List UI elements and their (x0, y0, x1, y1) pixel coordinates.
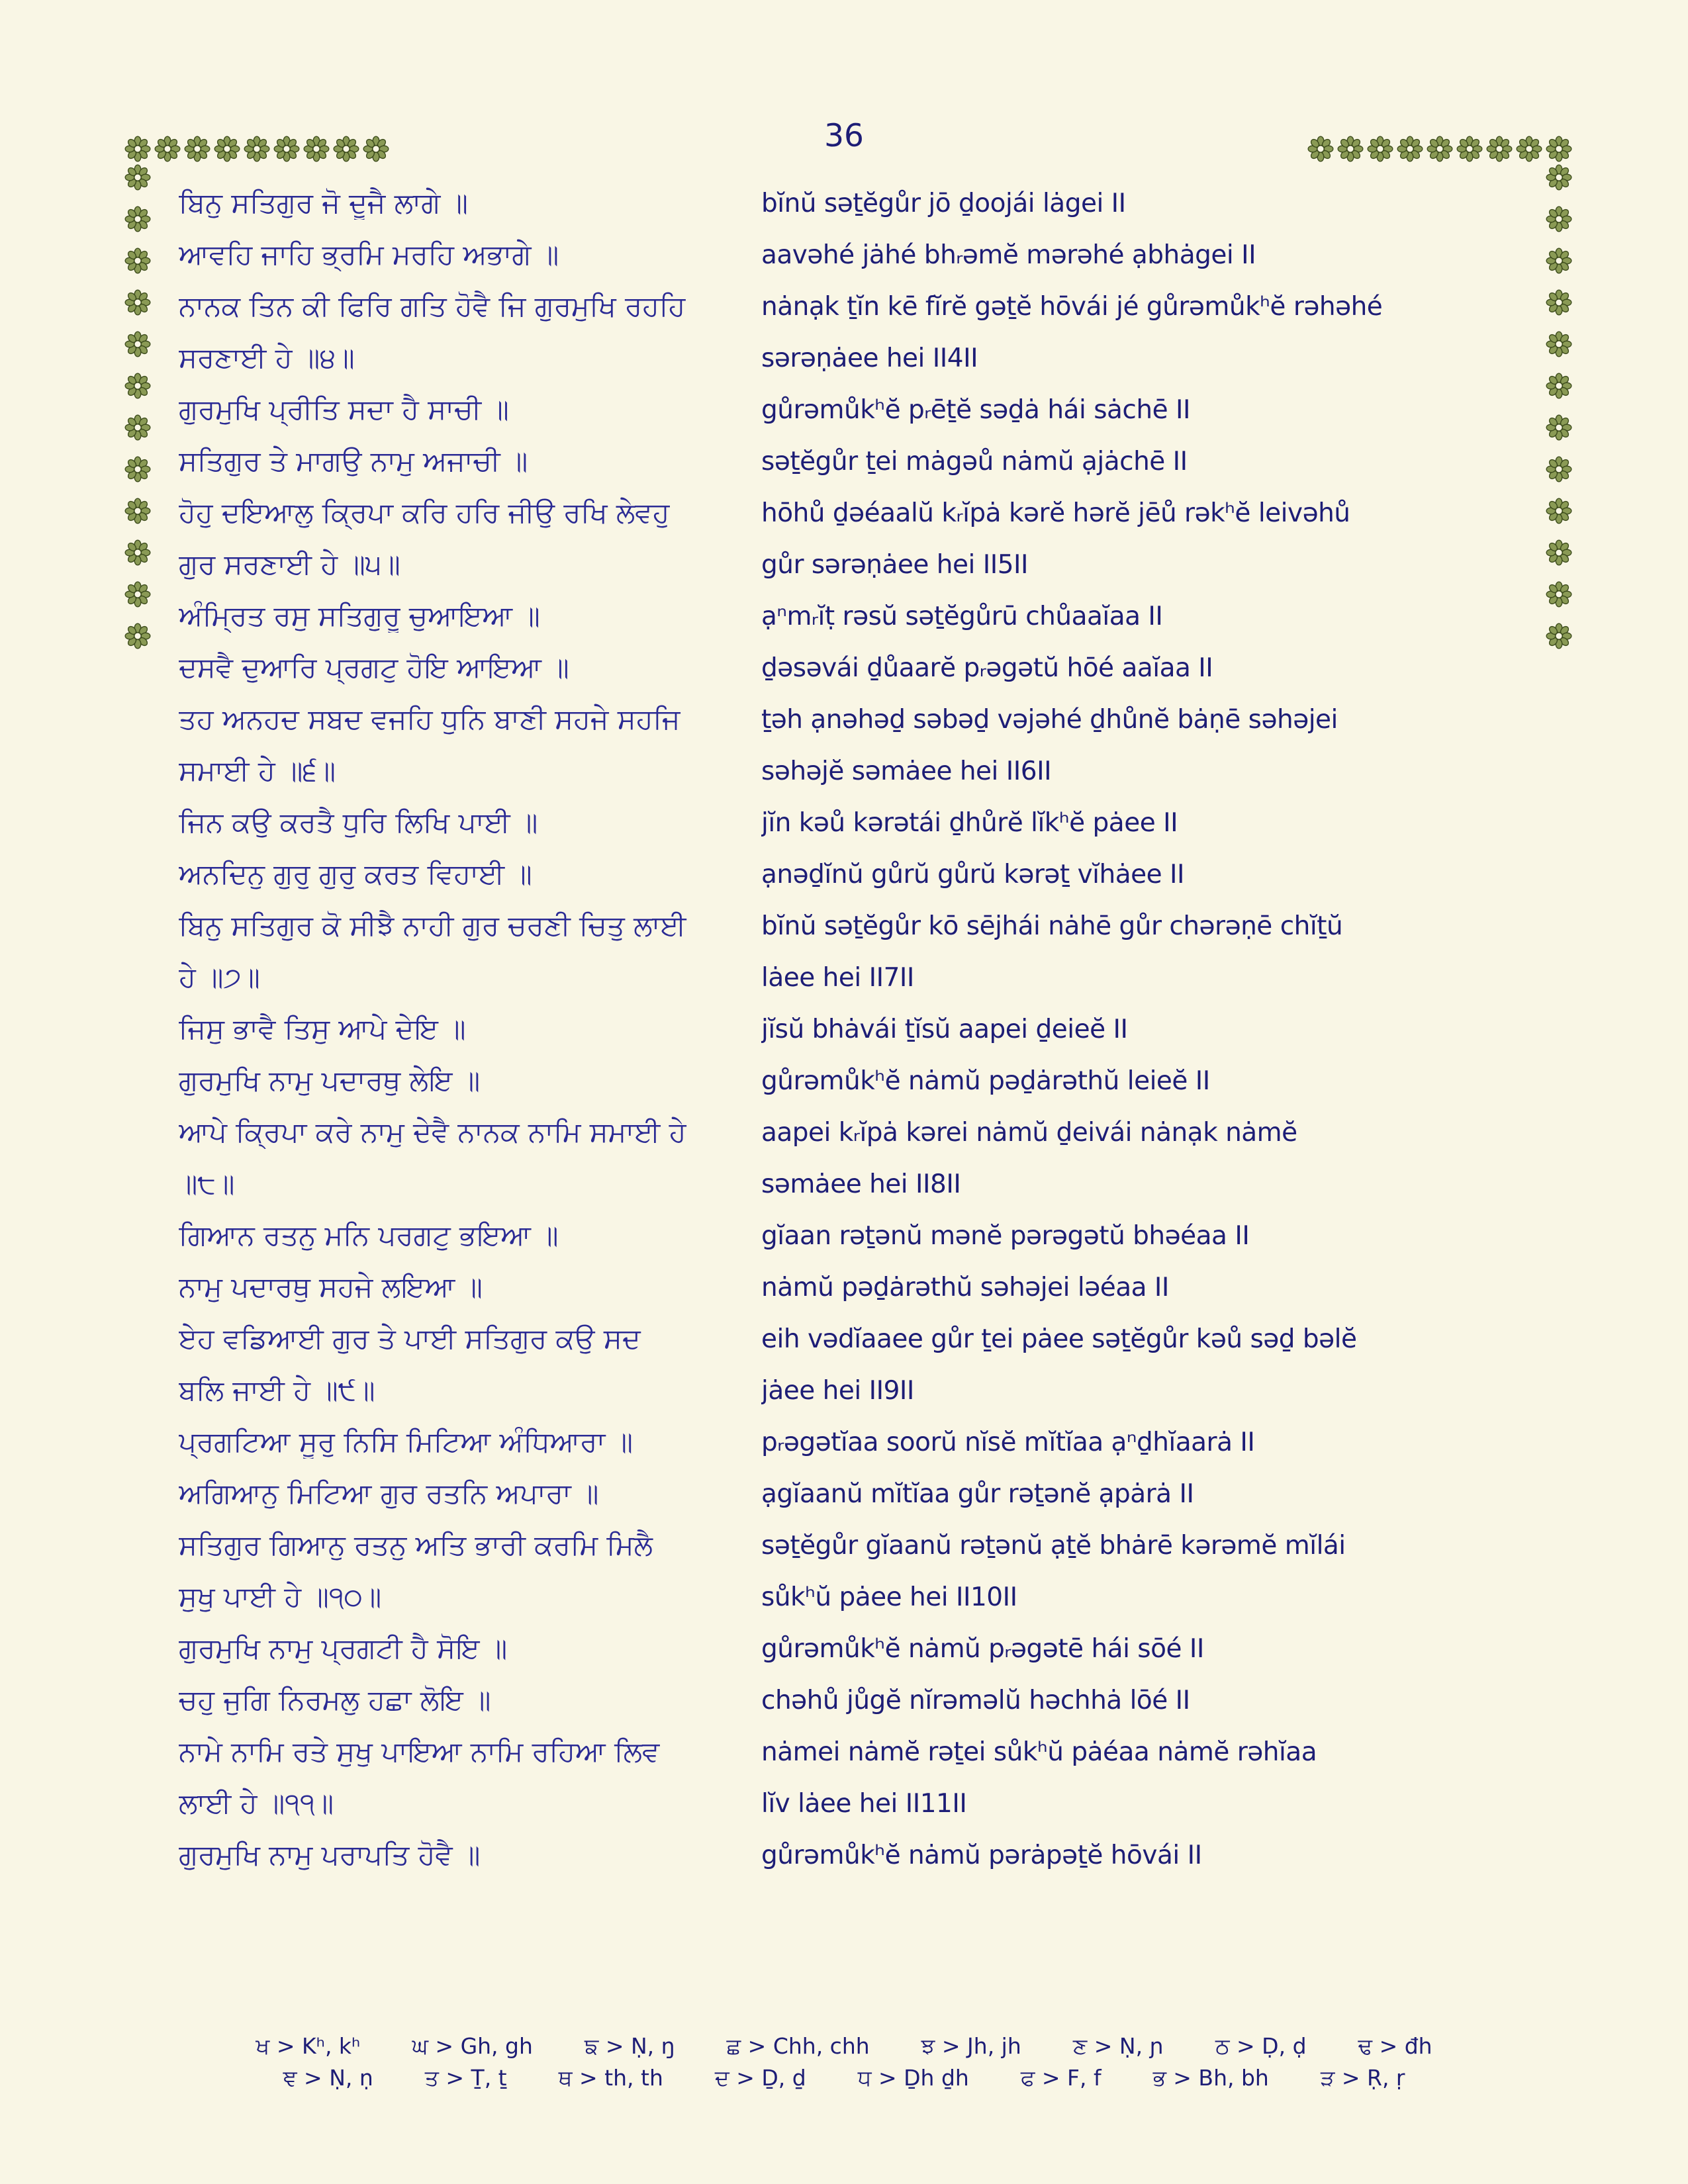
gurmukhi-line: ਆਵਹਿ ਜਾਹਿ ਭ੍ਰਮਿ ਮਰਹਿ ਅਭਾਗੇ ॥ (179, 238, 559, 271)
flower-ornament-icon (1397, 136, 1423, 162)
transliteration-line: ạⁿmᵣĭṭ rəsŭ səṯĕgůrū chůaaĭaa II (761, 601, 1163, 631)
verse-row (179, 229, 1575, 281)
verse-row (179, 177, 1575, 229)
page-number: 36 (824, 118, 864, 154)
footer-key-item: ਥ > th, th (558, 2065, 663, 2091)
transliteration-line: bĭnŭ səṯĕgůr jō ḏoojái lȧgei II (761, 188, 1126, 218)
gurmukhi-line: ਸਮਾਈ ਹੇ ॥੬॥ (179, 754, 336, 787)
flower-ornament-icon (124, 456, 151, 482)
verse-row (179, 848, 1575, 900)
transliteration-line: jĭn kəů kərətái ḏhůrĕ lĭkʰĕ pȧee II (761, 807, 1178, 838)
transliteration-line: nȧmei nȧmĕ rəṯei sůkʰŭ pȧéaa nȧmĕ rəhĭaa (761, 1737, 1317, 1767)
gurmukhi-line: ਅੰਮ੍ਰਿਤ ਰਸੁ ਸਤਿਗੁਰੂ ਚੁਆਇਆ ॥ (179, 600, 540, 632)
verse-row (179, 332, 1575, 384)
gurmukhi-line: ਹੋਹੁ ਦਇਆਲੁ ਕ੍ਰਿਪਾ ਕਰਿ ਹਰਿ ਜੀਉ ਰਖਿ ਲੇਵਹੁ (179, 496, 670, 529)
verse-row (179, 1571, 1575, 1623)
gurmukhi-line: ਗੁਰਮੁਖਿ ਨਾਮੁ ਪਰਾਪਤਿ ਹੋਵੈ ॥ (179, 1839, 481, 1871)
gurmukhi-line: ਬਿਨੁ ਸਤਿਗੁਰ ਕੋ ਸੀਝੈ ਨਾਹੀ ਗੁਰ ਚਰਣੀ ਚਿਤੁ ਲਾਈ (179, 909, 686, 942)
verse-row (179, 539, 1575, 590)
footer-key-item: ਖ > Kʰ, kʰ (256, 2033, 361, 2059)
flower-ornament-icon (124, 331, 151, 357)
flower-ornament-icon (273, 136, 300, 162)
gurmukhi-line: ਹੇ ॥੭॥ (179, 961, 260, 993)
transliteration-line: pᵣəgətĭaa soorŭ nĭsĕ mĭtĭaa ạⁿḏhĭaarȧ II (761, 1427, 1255, 1457)
gurmukhi-line: ਗੁਰਮੁਖਿ ਪ੍ਰੀਤਿ ਸਦਾ ਹੈ ਸਾਚੀ ॥ (179, 393, 509, 426)
flower-ornament-icon (124, 539, 151, 566)
gurmukhi-line: ਸਤਿਗੁਰ ਗਿਆਨੁ ਰਤਨੁ ਅਤਿ ਭਾਰੀ ਕਰਮਿ ਮਿਲੈ (179, 1529, 653, 1561)
footer-key-row1 (256, 2033, 1432, 2060)
flower-ornament-icon (1427, 136, 1453, 162)
gurmukhi-line: ॥੮॥ (179, 1167, 235, 1200)
gurmukhi-line: ਬਲਿ ਜਾਈ ਹੇ ॥੯॥ (179, 1374, 375, 1406)
verse-row (179, 1829, 1575, 1881)
gurmukhi-line: ਅਗਿਆਨੁ ਮਿਟਿਆ ਗੁਰ ਰਤਨਿ ਅਪਾਰਾ ॥ (179, 1477, 599, 1510)
verse-row (179, 384, 1575, 435)
verse-row (179, 797, 1575, 848)
flower-ornament-icon (124, 136, 151, 162)
footer-key-item: ਞ > Ṇ, ṇ (283, 2065, 373, 2091)
verse-row (179, 745, 1575, 797)
footer-key-row2 (283, 2065, 1405, 2091)
verse-row (179, 1210, 1575, 1261)
transliteration-line: sůkʰŭ pȧee hei II10II (761, 1582, 1017, 1612)
transliteration-line: ạgĭaanŭ mĭtĭaa gůr rəṯənĕ ạpȧrȧ II (761, 1479, 1194, 1509)
flower-ornament-icon (244, 136, 270, 162)
flower-ornament-icon (124, 373, 151, 399)
transliteration-line: gůrəmůkʰĕ nȧmŭ pᵣəgətē hái sōé II (761, 1633, 1204, 1664)
transliteration-line: gůrəmůkʰĕ pᵣēṯĕ səḏȧ hái sȧchē II (761, 394, 1190, 425)
transliteration-line: gůrəmůkʰĕ nȧmŭ pərȧpəṯĕ hōvái II (761, 1840, 1202, 1870)
footer-key-item: ਭ > Bh, bh (1152, 2065, 1269, 2091)
transliteration-key (0, 2033, 1688, 2091)
verse-row (179, 487, 1575, 539)
transliteration-line: chəhů jůgĕ nĭrəməlŭ həchhȧ lōé II (761, 1685, 1190, 1715)
flower-ornament-icon (124, 581, 151, 608)
gurmukhi-line: ਬਿਨੁ ਸਤਿਗੁਰ ਜੋ ਦੂਜੈ ਲਾਗੇ ॥ (179, 187, 468, 219)
verse-row (179, 642, 1575, 694)
flower-ornament-icon (124, 289, 151, 316)
flower-ornament-icon (1546, 136, 1572, 162)
gurmukhi-line: ਸੁਖੁ ਪਾਈ ਹੇ ॥੧੦॥ (179, 1580, 382, 1613)
verses (179, 177, 1575, 1881)
verse-row (179, 1365, 1575, 1416)
transliteration-line: lȧee hei II7II (761, 962, 914, 993)
footer-key-item: ਢ > đh (1358, 2033, 1432, 2059)
transliteration-line: gĭaan rəṯənŭ mənĕ pərəgətŭ bhəéaa II (761, 1220, 1250, 1251)
transliteration-line: səhəjĕ səmȧee hei II6II (761, 756, 1052, 786)
verse-row (179, 1726, 1575, 1778)
transliteration-line: eih vədĭaaee gůr ṯei pȧee səṯĕgůr kəů səḏ bəlĕ (761, 1324, 1357, 1354)
transliteration-line: ṯəh ạnəhəḏ səbəḏ vəjəhé ḏhůnĕ bȧṇē səhəjei (761, 704, 1338, 735)
verse-row (179, 590, 1575, 642)
verse-row (179, 1623, 1575, 1674)
footer-key-item: ਫ > F, f (1020, 2065, 1102, 2091)
flower-ornament-icon (363, 136, 389, 162)
gurmukhi-line: ਸਤਿਗੁਰ ਤੇ ਮਾਗਉ ਨਾਮੁ ਅਜਾਚੀ ॥ (179, 445, 528, 477)
transliteration-line: jȧee hei II9II (761, 1375, 914, 1406)
verse-row (179, 1261, 1575, 1313)
gurmukhi-line: ਦਸਵੈ ਦੁਆਰਿ ਪ੍ਰਗਟੁ ਹੋਇ ਆਇਆ ॥ (179, 651, 569, 684)
footer-key-item: ਧ > Ḏh ḏh (857, 2065, 969, 2091)
gurmukhi-line: ਗੁਰਮੁਖਿ ਨਾਮੁ ਪ੍ਰਗਟੀ ਹੈ ਸੋਇ ॥ (179, 1632, 508, 1664)
footer-key-item: ੜ > Ṛ, ṛ (1320, 2065, 1405, 2091)
verse-row (179, 1003, 1575, 1055)
verse-row (179, 1674, 1575, 1726)
transliteration-line: aavəhé jȧhé bhᵣəmĕ mərəhé ạbhȧgei II (761, 240, 1256, 270)
gurmukhi-line: ਲਾਈ ਹੇ ॥੧੧॥ (179, 1787, 334, 1819)
transliteration-line: jĭsŭ bhȧvái ṯĭsŭ aapei ḏeieĕ II (761, 1014, 1128, 1044)
flower-ornament-icon (124, 498, 151, 524)
verse-row (179, 1055, 1575, 1107)
flower-ornament-icon (1456, 136, 1483, 162)
gurmukhi-line: ਚਹੁ ਜੁਗਿ ਨਿਰਮਲੁ ਹਛਾ ਲੋਇ ॥ (179, 1684, 491, 1716)
flower-ornament-icon (154, 136, 181, 162)
verse-row (179, 1468, 1575, 1520)
verse-row (179, 1158, 1575, 1210)
flower-ornament-icon (124, 164, 151, 191)
flower-ornament-icon (124, 414, 151, 441)
verse-row (179, 1416, 1575, 1468)
flower-ornament-icon (1486, 136, 1513, 162)
gurmukhi-line: ਪ੍ਰਗਟਿਆ ਸੂਰੁ ਨਿਸਿ ਮਿਟਿਆ ਅੰਧਿਆਰਾ ॥ (179, 1426, 633, 1458)
verse-row (179, 952, 1575, 1003)
verse-row (179, 1107, 1575, 1158)
flower-ornament-icon (214, 136, 240, 162)
transliteration-line: səmȧee hei II8II (761, 1169, 961, 1199)
transliteration-line: lĭv lȧee hei II11II (761, 1788, 967, 1819)
transliteration-line: hōhů ḏəéaalŭ kᵣĭpȧ kərĕ hərĕ jēů rəkʰĕ leivəhů (761, 498, 1350, 528)
footer-key-item: ਙ > Ṇ, ŋ (584, 2033, 675, 2059)
footer-key-item: ਣ > Ṇ, ɲ (1072, 2033, 1164, 2059)
verse-row (179, 1313, 1575, 1365)
verse-row (179, 900, 1575, 952)
gurmukhi-line: ਆਪੇ ਕ੍ਰਿਪਾ ਕਰੇ ਨਾਮੁ ਦੇਵੈ ਨਾਨਕ ਨਾਮਿ ਸਮਾਈ ਹੇ (179, 1116, 686, 1148)
transliteration-line: sərəṇȧee hei II4II (761, 343, 978, 373)
gurmukhi-line: ਏਹ ਵਡਿਆਈ ਗੁਰ ਤੇ ਪਾਈ ਸਤਿਗੁਰ ਕਉ ਸਦ (179, 1322, 641, 1355)
transliteration-line: nȧmŭ pəḏȧrəthŭ səhəjei ləéaa II (761, 1272, 1169, 1302)
flower-ornament-icon (1307, 136, 1334, 162)
transliteration-line: bĭnŭ səṯĕgůr kō sējhái nȧhē gůr chərəṇē chĭṯŭ (761, 911, 1343, 941)
flower-ornament-icon (1337, 136, 1364, 162)
flower-ornament-icon (333, 136, 359, 162)
flower-ornament-icon (1516, 136, 1542, 162)
gurmukhi-line: ਅਨਦਿਨੁ ਗੁਰੁ ਗੁਰੁ ਕਰਤ ਵਿਹਾਈ ॥ (179, 858, 532, 890)
footer-key-item: ਦ > Ḏ, ḏ (714, 2065, 806, 2091)
gurmukhi-line: ਸਰਣਾਈ ਹੇ ॥੪॥ (179, 341, 355, 374)
gurmukhi-line: ਨਾਨਕ ਤਿਨ ਕੀ ਫਿਰਿ ਗਤਿ ਹੋਵੈ ਜਿ ਗੁਰਮੁਖਿ ਰਹਹਿ (179, 290, 686, 322)
flower-ornament-icon (124, 623, 151, 649)
gurmukhi-line: ਨਾਮੁ ਪਦਾਰਥੁ ਸਹਜੇ ਲਇਆ ॥ (179, 1271, 483, 1303)
transliteration-line: ạnəḏĭnŭ gůrŭ gůrŭ kərəṯ vĭhȧee II (761, 859, 1184, 889)
transliteration-line: səṯĕgůr gĭaanŭ rəṯənŭ ạṯĕ bhȧrē kərəmĕ mĭlái (761, 1530, 1346, 1561)
gurmukhi-line: ਤਹ ਅਨਹਦ ਸਬਦ ਵਜਹਿ ਧੁਨਿ ਬਾਣੀ ਸਹਜੇ ਸਹਜਿ (179, 703, 680, 735)
transliteration-line: aapei kᵣĭpȧ kərei nȧmŭ ḏeivái nȧnạk nȧmĕ (761, 1117, 1297, 1148)
verse-row (179, 1778, 1575, 1829)
transliteration-line: ḏəsəvái ḏůaarĕ pᵣəgətŭ hōé aaĭaa II (761, 653, 1213, 683)
flower-ornament-icon (184, 136, 211, 162)
verse-row (179, 281, 1575, 332)
transliteration-line: gůrəmůkʰĕ nȧmŭ pəḏȧrəthŭ leieĕ II (761, 1066, 1210, 1096)
footer-key-item: ਛ > Chh, chh (726, 2033, 870, 2059)
gurmukhi-line: ਗੁਰਮੁਖਿ ਨਾਮੁ ਪਦਾਰਥੁ ਲੇਇ ॥ (179, 1064, 481, 1097)
transliteration-line: səṯĕgůr ṯei mȧgəů nȧmŭ ạjȧchē II (761, 446, 1188, 477)
verse-row (179, 1520, 1575, 1571)
transliteration-line: nȧnạk ṯĭn kē fĭrĕ gəṯĕ hōvái jé gůrəmůkʰĕ rəhəhé (761, 291, 1383, 322)
gurmukhi-line: ਗਿਆਨ ਰਤਨੁ ਮਨਿ ਪਰਗਟੁ ਭਇਆ ॥ (179, 1219, 559, 1251)
footer-key-item: ਝ > Jh, jh (921, 2033, 1021, 2059)
transliteration-line: gůr sərəṇȧee hei II5II (761, 549, 1029, 580)
flower-ornament-icon (124, 206, 151, 232)
verse-row (179, 435, 1575, 487)
gurmukhi-line: ਗੁਰ ਸਰਣਾਈ ਹੇ ॥੫॥ (179, 548, 400, 580)
footer-key-item: ਘ > Gh, gh (412, 2033, 533, 2059)
footer-key-item: ਤ > Ṯ, ṯ (424, 2065, 507, 2091)
gurmukhi-line: ਜਿਸੁ ਭਾਵੈ ਤਿਸੁ ਆਪੇ ਦੇਇ ॥ (179, 1013, 466, 1045)
gurmukhi-line: ਜਿਨ ਕਉ ਕਰਤੈ ਧੁਰਿ ਲਿਖਿ ਪਾਈ ॥ (179, 806, 538, 839)
verse-row (179, 694, 1575, 745)
footer-key-item: ਠ > Ḍ, ḍ (1215, 2033, 1307, 2059)
flower-ornament-icon (124, 248, 151, 274)
gurmukhi-line: ਨਾਮੇ ਨਾਮਿ ਰਤੇ ਸੁਖੁ ਪਾਇਆ ਨਾਮਿ ਰਹਿਆ ਲਿਵ (179, 1735, 660, 1768)
flower-ornament-icon (1367, 136, 1393, 162)
flower-ornament-icon (303, 136, 330, 162)
